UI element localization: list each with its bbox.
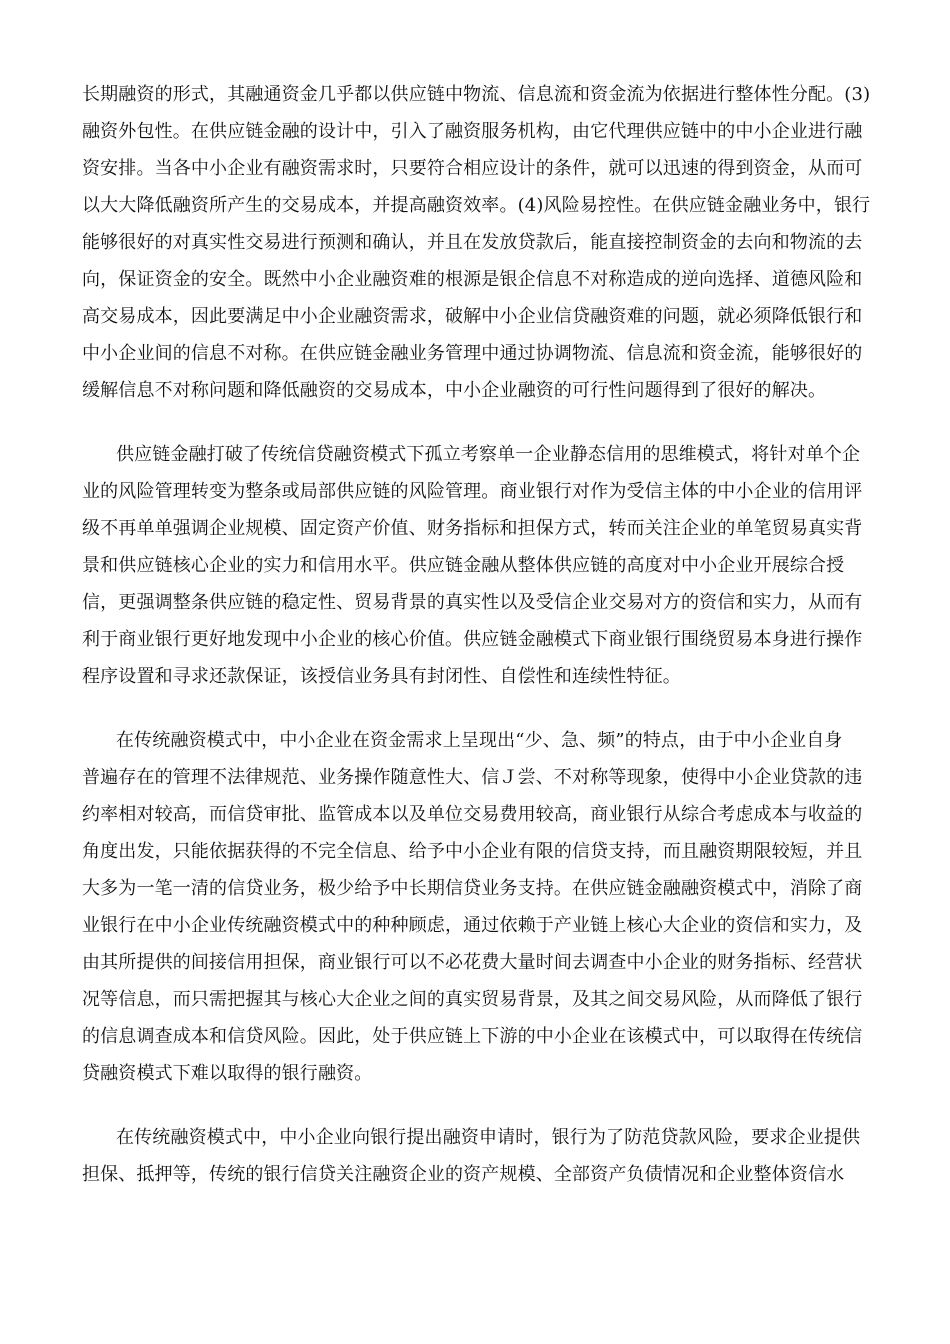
paragraph-line: 供应链金融打破了传统信贷融资模式下孤立考察单一企业静态信用的思维模式，将针对单个企 — [116, 444, 861, 465]
paragraph-line: 的信息调查成本和信贷风险。因此，处于供应链上下游的中小企业在该模式中，可以取得在传统信 — [82, 1026, 863, 1047]
paragraph-line: 普遍存在的管理不法律规范、业务操作随意性大、信Ｊ尝、不对称等现象，使得中小企业贷款的违 — [82, 767, 863, 788]
paragraph-line: 在传统融资模式中，中小企业向银行提出融资申请时，银行为了防范贷款风险，要求企业提供 — [116, 1127, 861, 1148]
paragraph-line: 担保、抵押等，传统的银行信贷关注融资企业的资产规模、全部资产负债情况和企业整体资信水 — [82, 1164, 845, 1185]
paragraph-line: 利于商业银行更好地发现中小企业的核心价值。供应链金融模式下商业银行围绕贸易本身进行操作 — [82, 629, 863, 650]
paragraph-line: 级不再单单强调企业规模、固定资产价值、财务指标和担保方式，转而关注企业的单笔贸易真实背 — [82, 518, 863, 539]
paragraph-line: 角度出发，只能依据获得的不完全信息、给予中小企业有限的信贷支持，而且融资期限较短，并且 — [82, 841, 863, 862]
paragraph-line: 贷融资模式下难以取得的银行融资。 — [82, 1063, 373, 1084]
paragraph-line: 以大大降低融资所产生的交易成本，并提高融资效率。(4)风险易控性。在供应链金融业务中，银行 — [82, 195, 871, 216]
paragraph-line: 业银行在中小企业传统融资模式中的种种顾虑，通过依赖于产业链上核心大企业的资信和实力，及 — [82, 915, 863, 936]
paragraph-line: 约率相对较高，而信贷审批、监管成本以及单位交易费用较高，商业银行从综合考虑成本与收益的 — [82, 804, 863, 825]
paragraph-line: 缓解信息不对称问题和降低融资的交易成本，中小企业融资的可行性问题得到了很好的解决。 — [82, 380, 827, 401]
paragraph-line: 融资外包性。在供应链金融的设计中，引入了融资服务机构，由它代理供应链中的中小企业进行融 — [82, 121, 863, 142]
paragraph-line: 向，保证资金的安全。既然中小企业融资难的根源是银企信息不对称造成的逆向选择、道德风险和 — [82, 269, 863, 290]
paragraph-line: 景和供应链核心企业的实力和信用水平。供应链金融从整体供应链的高度对中小企业开展综合授 — [82, 555, 845, 576]
paragraph-line: 在传统融资模式中，中小企业在资金需求上呈现出“少、急、频”的特点，由于中小企业自身 — [116, 730, 843, 751]
paragraph-line: 能够很好的对真实性交易进行预测和确认，并且在发放贷款后，能直接控制资金的去向和物流的去 — [82, 232, 863, 253]
paragraph-line: 业的风险管理转变为整条或局部供应链的风险管理。商业银行对作为受信主体的中小企业的信用评 — [82, 481, 863, 502]
paragraph-line: 长期融资的形式，其融通资金几乎都以供应链中物流、信息流和资金流为依据进行整体性分配。(3) — [82, 84, 871, 105]
paragraph-line: 中小企业间的信息不对称。在供应链金融业务管理中通过协调物流、信息流和资金流，能够很好的 — [82, 343, 863, 364]
paragraph-line: 信，更强调整条供应链的稳定性、贸易背景的真实性以及受信企业交易对方的资信和实力，从而有 — [82, 592, 863, 613]
paragraph-line: 程序设置和寻求还款保证，该授信业务具有封闭性、自偿性和连续性特征。 — [82, 666, 681, 687]
paragraph-line: 资安排。当各中小企业有融资需求时，只要符合相应设计的条件，就可以迅速的得到资金，从而可 — [82, 158, 863, 179]
paragraph-line: 大多为一笔一清的信贷业务，极少给予中长期信贷业务支持。在供应链金融融资模式中，消除了商 — [82, 878, 863, 899]
paragraph-line: 由其所提供的间接信用担保，商业银行可以不必花费大量时间去调查中小企业的财务指标、经营状 — [82, 952, 863, 973]
paragraph-line: 高交易成本，因此要满足中小企业融资需求，破解中小企业信贷融资难的问题，就必须降低银行和 — [82, 306, 863, 327]
paragraph-line: 况等信息，而只需把握其与核心大企业之间的真实贸易背景，及其之间交易风险，从而降低了银行 — [82, 989, 863, 1010]
